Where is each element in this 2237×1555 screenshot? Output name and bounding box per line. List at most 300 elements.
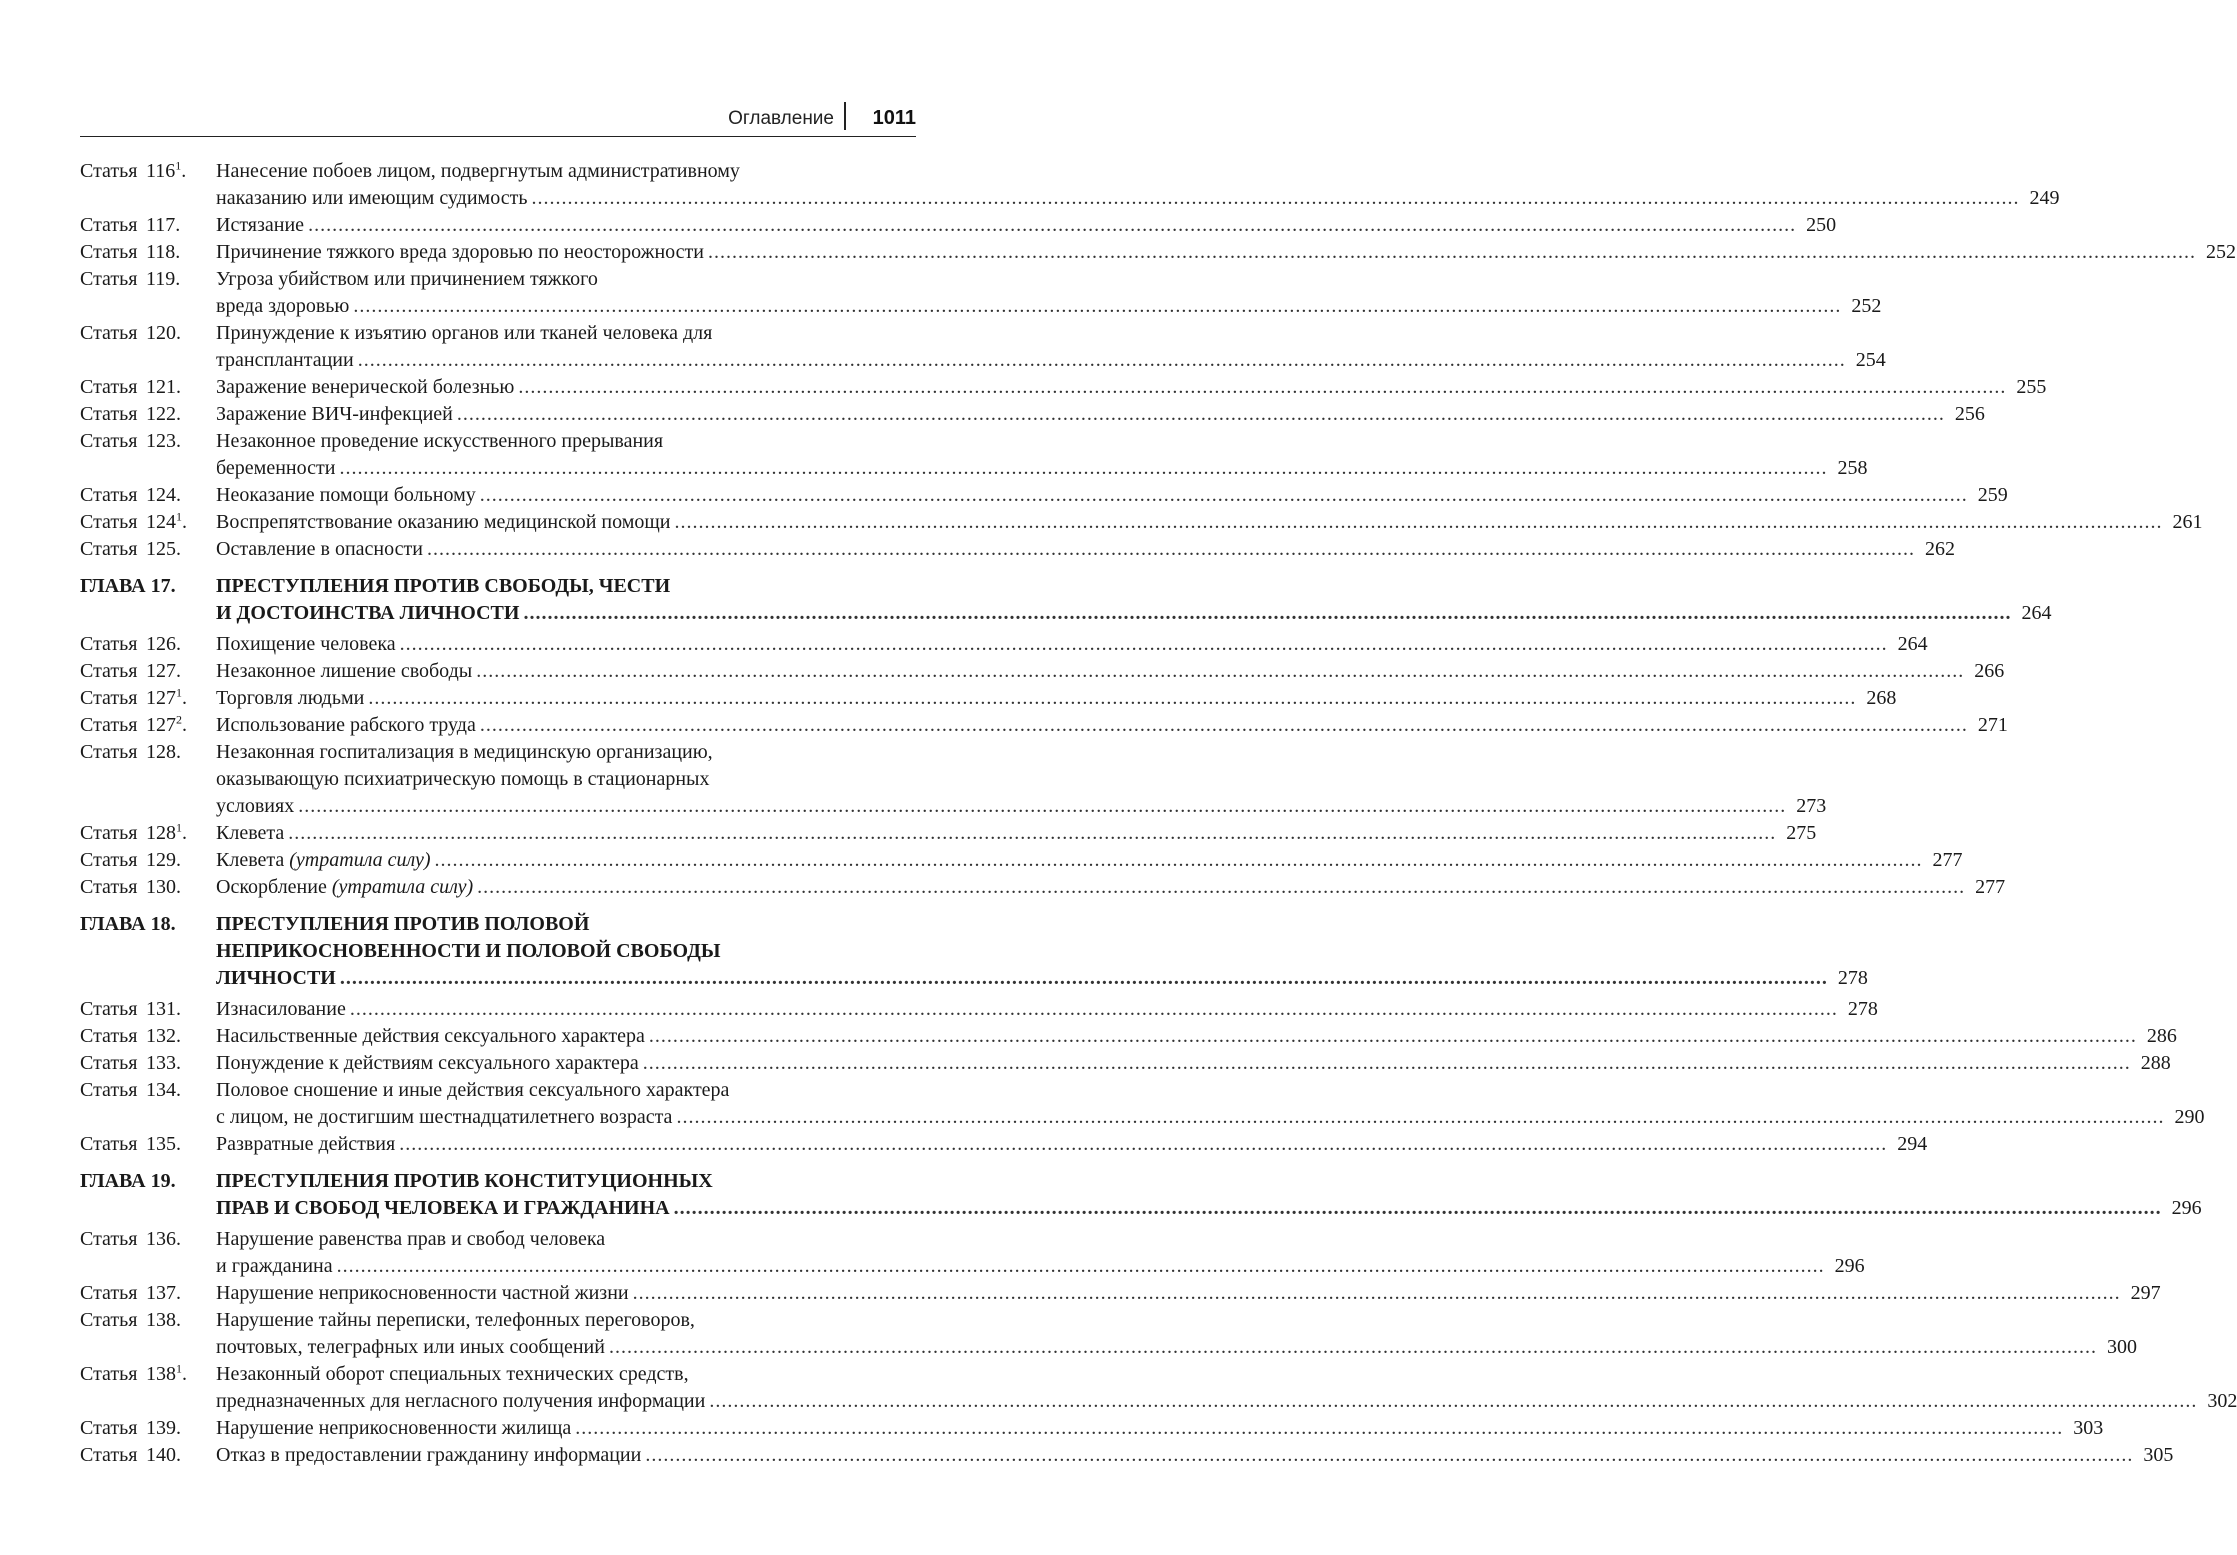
entry-word: Статья xyxy=(80,538,138,560)
toc-entry[interactable] xyxy=(80,1077,2205,1131)
toc-entry[interactable] xyxy=(80,874,2006,901)
entry-label xyxy=(80,1307,216,1334)
page-ref: 268 xyxy=(1866,687,1897,709)
page-ref: 258 xyxy=(1837,457,1868,479)
entry-number-sup: 1 xyxy=(176,685,182,700)
dot-leader xyxy=(399,1131,1887,1158)
title-line: Незаконное проведение искусственного прерывания xyxy=(216,430,664,452)
entry-word: Статья xyxy=(80,511,138,533)
dot-leader xyxy=(523,600,2011,627)
toc-entry[interactable] xyxy=(80,1415,2104,1442)
title-line: Угроза убийством или причинением тяжкого xyxy=(216,268,598,290)
entry-label xyxy=(80,158,216,185)
entry-number: 129. xyxy=(146,849,181,871)
entry-number-sup: 2 xyxy=(176,712,182,727)
dot-leader xyxy=(531,185,2019,212)
title-last-line xyxy=(216,685,1896,712)
entry-number: 137. xyxy=(146,1282,181,1304)
title-line: Отказ в предоставлении гражданину информации xyxy=(216,1444,642,1466)
title-last-line xyxy=(216,631,1928,658)
page-ref: 271 xyxy=(1977,714,2008,736)
title-line: Нарушение неприкосновенности жилища xyxy=(216,1417,572,1439)
status-note: (утратила силу) xyxy=(289,849,431,871)
entry-label xyxy=(80,239,216,266)
entry-title xyxy=(216,739,1826,820)
title-last-line xyxy=(216,455,1867,482)
entry-number-sup: 1 xyxy=(176,1361,182,1376)
dot-leader xyxy=(709,1388,2197,1415)
entry-title xyxy=(216,1280,2161,1307)
title-line: предназначенных для негласного получения информации xyxy=(216,1390,706,1412)
entry-number: 125. xyxy=(146,538,181,560)
dot-leader xyxy=(708,239,2196,266)
toc-entry[interactable] xyxy=(80,1023,2177,1050)
toc-entry[interactable] xyxy=(80,482,2008,509)
entry-word: Статья xyxy=(80,1133,138,1155)
entry-number: 126. xyxy=(146,633,181,655)
entry-number: 138. xyxy=(146,1309,181,1331)
title-last-line xyxy=(216,1104,2204,1131)
page-ref: 290 xyxy=(2174,1106,2205,1128)
entry-word: Статья xyxy=(80,214,138,236)
entry-title xyxy=(216,996,1878,1023)
entry-number: $127^2$. xyxy=(146,712,187,736)
title-line: Изнасилование xyxy=(216,998,346,1020)
entry-title xyxy=(216,1077,2204,1131)
entry-label: ГЛАВА 17. xyxy=(80,575,176,597)
dot-leader xyxy=(350,996,1838,1023)
entry-number: 134. xyxy=(146,1079,181,1101)
title-last-line xyxy=(216,658,2004,685)
toc-entry[interactable] xyxy=(80,1226,1865,1280)
entry-word: Статья xyxy=(80,633,138,655)
title-line: Незаконная госпитализация в медицинскую организацию, xyxy=(216,741,713,763)
title-line: Заражение венерической болезнью xyxy=(216,376,515,398)
title-line: с лицом, не достигшим шестнадцатилетнего возраста xyxy=(216,1106,673,1128)
title-last-line xyxy=(216,509,2202,536)
toc-entry[interactable] xyxy=(80,847,1963,874)
page-ref: 252 xyxy=(2205,241,2236,263)
title-line: Оставление в опасности xyxy=(216,538,423,560)
title-last-line xyxy=(216,1334,2137,1361)
page-ref: 296 xyxy=(2171,1197,2202,1219)
entry-number: 140. xyxy=(146,1444,181,1466)
entry-word: Статья xyxy=(80,714,138,736)
title-last-line xyxy=(216,847,1963,874)
entry-number: 124. xyxy=(146,484,181,506)
page-ref: 254 xyxy=(1855,349,1886,371)
entry-title xyxy=(216,1442,2173,1469)
status-note: (утратила силу) xyxy=(331,876,474,898)
title-line: Понуждение к действиям сексуального характера xyxy=(216,1052,639,1074)
title-last-line xyxy=(216,793,1826,820)
toc-entry[interactable] xyxy=(80,1361,2237,1415)
entry-word: Статья xyxy=(80,322,138,344)
entry-word: Статья xyxy=(80,660,138,682)
title-last-line xyxy=(216,293,1881,320)
entry-title xyxy=(216,1023,2177,1050)
title-line: Развратные действия xyxy=(216,1133,396,1155)
entry-number-sup: 1 xyxy=(175,158,182,173)
toc-entry[interactable] xyxy=(80,631,1928,658)
title-line: Воспрепятствование оказанию медицинской помощи xyxy=(216,511,671,533)
title-last-line xyxy=(216,965,1868,992)
entry-number: 122. xyxy=(146,403,181,425)
entry-word: Статья xyxy=(80,241,138,263)
entry-label xyxy=(80,658,216,685)
title-line: Незаконный оборот специальных технических средств, xyxy=(216,1363,689,1385)
dot-leader xyxy=(358,347,1846,374)
title-line: Нанесение побоев лицом, подвергнутым административному xyxy=(216,160,740,182)
title-line: оказывающую психиатрическую помощь в стационарных xyxy=(216,768,710,790)
dot-leader xyxy=(645,1442,2133,1469)
table-of-contents xyxy=(80,158,2237,1469)
dot-leader xyxy=(477,874,1965,901)
title-line: Половое сношение и иные действия сексуального характера xyxy=(216,1079,730,1101)
toc-entry[interactable] xyxy=(80,1307,2137,1361)
title-last-line xyxy=(216,212,1836,239)
entry-number: $124^1$. xyxy=(146,509,187,533)
entry-title xyxy=(216,536,1955,563)
entry-word: Статья xyxy=(80,1052,138,1074)
entry-number: 131. xyxy=(146,998,181,1020)
page-ref: 273 xyxy=(1796,795,1827,817)
page-ref: 296 xyxy=(1834,1255,1865,1277)
entry-label xyxy=(80,1023,216,1050)
entry-label xyxy=(80,1226,216,1253)
page-ref: 277 xyxy=(1932,849,1963,871)
entry-label xyxy=(80,509,216,536)
entry-number: 118. xyxy=(146,241,181,263)
entry-word: Статья xyxy=(80,822,138,844)
running-title: Оглавление xyxy=(728,108,834,129)
toc-chapter[interactable] xyxy=(80,573,2052,627)
dot-leader xyxy=(353,293,1841,320)
entry-title xyxy=(216,1131,1927,1158)
toc-entry[interactable] xyxy=(80,820,1817,847)
page-header xyxy=(80,100,916,137)
entry-label xyxy=(80,685,216,712)
entry-title xyxy=(216,658,2004,685)
title-line: Нарушение равенства прав и свобод человека xyxy=(216,1228,606,1250)
page-ref: 275 xyxy=(1786,822,1817,844)
title-last-line xyxy=(216,712,2008,739)
entry-label xyxy=(80,320,216,347)
entry-number: 119. xyxy=(146,268,181,290)
entry-number: 132. xyxy=(146,1025,181,1047)
toc-entry[interactable] xyxy=(80,158,2060,212)
entry-title xyxy=(216,374,2046,401)
title-line: Неоказание помощи больному xyxy=(216,484,476,506)
toc-entry[interactable] xyxy=(80,685,1897,712)
entry-title xyxy=(216,266,1881,320)
entry-word: Статья xyxy=(80,687,138,709)
entry-word: Статья xyxy=(80,268,138,290)
entry-title xyxy=(216,820,1816,847)
entry-label xyxy=(80,847,216,874)
entry-number: $128^1$. xyxy=(146,820,187,844)
page-ref: 286 xyxy=(2146,1025,2177,1047)
title-line: И ДОСТОИНСТВА ЛИЧНОСТИ xyxy=(216,602,520,624)
entry-label xyxy=(80,1280,216,1307)
title-line: Клевета xyxy=(216,822,285,844)
title-last-line xyxy=(216,1442,2173,1469)
title-line: почтовых, телеграфных или иных сообщений xyxy=(216,1336,605,1358)
page-ref: 294 xyxy=(1897,1133,1928,1155)
page-ref: 303 xyxy=(2073,1417,2104,1439)
entry-word: Статья xyxy=(80,876,138,898)
entry-number: 139. xyxy=(146,1417,181,1439)
page-ref: 262 xyxy=(1924,538,1955,560)
entry-word: Статья xyxy=(80,403,138,425)
dot-leader xyxy=(340,965,1828,992)
entry-label xyxy=(80,374,216,401)
dot-leader xyxy=(435,847,1923,874)
entry-word: Статья xyxy=(80,160,138,182)
entry-title xyxy=(216,1307,2137,1361)
title-last-line xyxy=(216,1050,2171,1077)
entry-title xyxy=(216,1226,1865,1280)
toc-entry[interactable] xyxy=(80,428,1868,482)
title-line: Похищение человека xyxy=(216,633,396,655)
entry-title xyxy=(216,1415,2103,1442)
entry-label xyxy=(80,996,216,1023)
title-line: Клевета (утратила силу) xyxy=(216,849,431,871)
page-ref: 259 xyxy=(1977,484,2008,506)
title-line: ПРЕСТУПЛЕНИЯ ПРОТИВ СВОБОДЫ, ЧЕСТИ xyxy=(216,575,671,597)
page-ref: 255 xyxy=(2016,376,2047,398)
entry-word: Статья xyxy=(80,430,138,452)
entry-title xyxy=(216,1050,2171,1077)
entry-label xyxy=(80,266,216,293)
entry-label xyxy=(80,1077,216,1104)
entry-number: 128. xyxy=(146,741,181,763)
entry-label: ГЛАВА 18. xyxy=(80,913,176,935)
entry-number: $127^1$. xyxy=(146,685,187,709)
entry-word: Статья xyxy=(80,741,138,763)
title-line: Оскорбление (утратила силу) xyxy=(216,876,474,898)
title-line: Истязание xyxy=(216,214,305,236)
toc-entry[interactable] xyxy=(80,374,2047,401)
title-line: вреда здоровью xyxy=(216,295,350,317)
title-line: ПРЕСТУПЛЕНИЯ ПРОТИВ КОНСТИТУЦИОННЫХ xyxy=(216,1170,713,1192)
entry-number: $138^1$. xyxy=(146,1361,187,1385)
title-last-line xyxy=(216,239,2236,266)
dot-leader xyxy=(298,793,1786,820)
entry-label xyxy=(80,401,216,428)
entry-word: Статья xyxy=(80,1363,138,1385)
toc-entry[interactable] xyxy=(80,320,1886,374)
dot-leader xyxy=(337,1253,1825,1280)
dot-leader xyxy=(308,212,1796,239)
title-line: условиях xyxy=(216,795,295,817)
entry-word: Статья xyxy=(80,1309,138,1331)
dot-leader xyxy=(674,509,2162,536)
entry-label xyxy=(80,1131,216,1158)
page-ref: 305 xyxy=(2143,1444,2174,1466)
entry-label xyxy=(80,874,216,901)
title-last-line xyxy=(216,536,1955,563)
toc-entry[interactable] xyxy=(80,1050,2171,1077)
toc-entry[interactable] xyxy=(80,658,2005,685)
dot-leader xyxy=(676,1104,2164,1131)
page-ref: 300 xyxy=(2106,1336,2137,1358)
title-line: Торговля людьми xyxy=(216,687,365,709)
entry-title xyxy=(216,712,2008,739)
entry-label xyxy=(80,1415,216,1442)
entry-title xyxy=(216,1361,2237,1415)
title-line: ПРАВ И СВОБОД ЧЕЛОВЕКА И ГРАЖДАНИНА xyxy=(216,1197,670,1219)
entry-word: Статья xyxy=(80,1282,138,1304)
title-last-line xyxy=(216,482,2008,509)
dot-leader xyxy=(339,455,1827,482)
title-last-line xyxy=(216,347,1886,374)
title-last-line xyxy=(216,185,2059,212)
entry-word: Статья xyxy=(80,1079,138,1101)
entry-title xyxy=(216,212,1836,239)
entry-label xyxy=(80,428,216,455)
entry-title xyxy=(216,685,1896,712)
title-last-line xyxy=(216,1388,2237,1415)
entry-number: 127. xyxy=(146,660,181,682)
entry-label xyxy=(80,1361,216,1388)
page-ref: 277 xyxy=(1975,876,2006,898)
page-ref: 252 xyxy=(1851,295,1882,317)
title-line: Причинение тяжкого вреда здоровью по неосторожности xyxy=(216,241,704,263)
toc-entry[interactable] xyxy=(80,266,1882,320)
title-last-line xyxy=(216,820,1816,847)
entry-label xyxy=(80,820,216,847)
entry-label: ГЛАВА 19. xyxy=(80,1170,176,1192)
title-last-line xyxy=(216,1195,2202,1222)
dot-leader xyxy=(480,482,1968,509)
entry-word: Статья xyxy=(80,849,138,871)
entry-word: Статья xyxy=(80,998,138,1020)
entry-title xyxy=(216,158,2059,212)
page-ref: 278 xyxy=(1837,967,1868,989)
entry-label xyxy=(80,739,216,766)
title-line: ПРЕСТУПЛЕНИЯ ПРОТИВ ПОЛОВОЙ xyxy=(216,913,590,935)
page-ref: 264 xyxy=(1897,633,1928,655)
dot-leader xyxy=(674,1195,2162,1222)
page-ref: 261 xyxy=(2172,511,2203,533)
entry-number: 136. xyxy=(146,1228,181,1250)
dot-leader xyxy=(457,401,1945,428)
dot-leader xyxy=(288,820,1776,847)
entry-number: 135. xyxy=(146,1133,181,1155)
toc-entry[interactable] xyxy=(80,239,2236,266)
title-last-line xyxy=(216,401,1985,428)
entry-label xyxy=(80,482,216,509)
title-line: наказанию или имеющим судимость xyxy=(216,187,528,209)
dot-leader xyxy=(480,712,1968,739)
entry-number-sup: 1 xyxy=(176,509,182,524)
title-line: трансплантации xyxy=(216,349,354,371)
page-ref: 256 xyxy=(1954,403,1985,425)
title-line: НЕПРИКОСНОВЕННОСТИ И ПОЛОВОЙ СВОБОДЫ xyxy=(216,940,721,962)
title-line: Использование рабского труда xyxy=(216,714,476,736)
dot-leader xyxy=(368,685,1856,712)
toc-entry[interactable] xyxy=(80,739,1827,820)
dot-leader xyxy=(476,658,1964,685)
title-line: Нарушение тайны переписки, телефонных переговоров, xyxy=(216,1309,695,1331)
toc-entry[interactable] xyxy=(80,996,1878,1023)
title-line: Принуждение к изъятию органов или тканей человека для xyxy=(216,322,713,344)
entry-number: 121. xyxy=(146,376,181,398)
page-ref: 297 xyxy=(2130,1282,2161,1304)
entry-number: $116^1$. xyxy=(146,158,187,182)
page-ref: 250 xyxy=(1806,214,1837,236)
entry-title xyxy=(216,874,2005,901)
entry-word: Статья xyxy=(80,1025,138,1047)
toc-entry[interactable] xyxy=(80,536,1955,563)
toc-entry[interactable] xyxy=(80,1280,2161,1307)
dot-leader xyxy=(649,1023,2137,1050)
entry-word: Статья xyxy=(80,1228,138,1250)
entry-label xyxy=(80,536,216,563)
entry-title xyxy=(216,631,1928,658)
title-last-line xyxy=(216,996,1878,1023)
toc-entry[interactable] xyxy=(80,1442,2174,1469)
title-line: Заражение ВИЧ-инфекцией xyxy=(216,403,453,425)
page-ref: 288 xyxy=(2140,1052,2171,1074)
entry-number: 120. xyxy=(146,322,181,344)
entry-title xyxy=(216,482,2008,509)
page-ref: 302 xyxy=(2207,1390,2237,1412)
dot-leader xyxy=(633,1280,2121,1307)
entry-label xyxy=(80,712,216,739)
entry-title xyxy=(216,911,1868,992)
toc-entry[interactable] xyxy=(80,401,1985,428)
entry-title xyxy=(216,509,2202,536)
dot-leader xyxy=(643,1050,2131,1077)
entry-title xyxy=(216,320,1886,374)
toc-chapter[interactable] xyxy=(80,1168,2202,1222)
title-last-line xyxy=(216,374,2046,401)
page-ref: 249 xyxy=(2029,187,2060,209)
entry-word: Статья xyxy=(80,1417,138,1439)
title-line: Насильственные действия сексуального характера xyxy=(216,1025,645,1047)
page-ref: 264 xyxy=(2021,602,2052,624)
title-line: и гражданина xyxy=(216,1255,333,1277)
entry-title xyxy=(216,847,1963,874)
entry-label xyxy=(80,631,216,658)
header-separator xyxy=(844,102,846,130)
title-last-line xyxy=(216,874,2005,901)
title-last-line xyxy=(216,1280,2161,1307)
toc-chapter[interactable] xyxy=(80,911,1868,992)
toc-entry[interactable] xyxy=(80,509,2203,536)
entry-label xyxy=(80,212,216,239)
page-ref: 266 xyxy=(1974,660,2005,682)
title-line: Нарушение неприкосновенности частной жизни xyxy=(216,1282,629,1304)
title-last-line xyxy=(216,1023,2177,1050)
title-last-line xyxy=(216,600,2051,627)
title-last-line xyxy=(216,1253,1865,1280)
entry-number: 123. xyxy=(146,430,181,452)
entry-title xyxy=(216,1168,2202,1222)
entry-label xyxy=(80,1050,216,1077)
entry-word: Статья xyxy=(80,1444,138,1466)
toc-entry[interactable] xyxy=(80,1131,1928,1158)
toc-entry[interactable] xyxy=(80,212,1837,239)
toc-entry[interactable] xyxy=(80,712,2008,739)
entry-title xyxy=(216,573,2051,627)
entry-word: Статья xyxy=(80,376,138,398)
entry-number-sup: 1 xyxy=(176,820,182,835)
entry-title xyxy=(216,428,1867,482)
dot-leader xyxy=(609,1334,2097,1361)
